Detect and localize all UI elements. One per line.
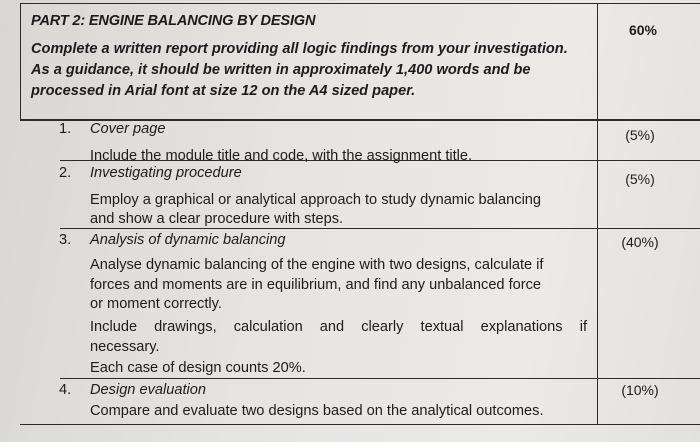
item-2-heading: Investigating procedure: [90, 165, 242, 181]
part-weight: 60%: [628, 22, 658, 38]
item-3-heading: Analysis of dynamic balancing: [90, 232, 286, 248]
item-2-line-2: and show a clear procedure with steps.: [90, 211, 344, 227]
table-rule-top: [20, 3, 700, 4]
item-3-line-4: Include drawings, calculation and clearly textual explanations if: [90, 319, 587, 335]
column-divider: [597, 3, 598, 425]
item-1-weight: (5%): [625, 127, 655, 143]
item-4-line-1: Compare and evaluate two designs based on the analytical outcomes.: [90, 403, 544, 419]
part-title: PART 2: ENGINE BALANCING BY DESIGN: [31, 13, 316, 29]
item-3-line-2: forces and moments are in equilibrium, and find any unbalanced force: [90, 277, 542, 293]
item-3-line-3: or moment correctly.: [90, 296, 222, 312]
table-rule-left: [20, 3, 21, 120]
item-1-heading: Cover page: [90, 121, 166, 137]
item-2-line-1: Employ a graphical or analytical approach to study dynamic balancing: [90, 192, 542, 208]
item-2-number: 2.: [59, 165, 72, 181]
table-rule-bottom: [20, 424, 700, 425]
item-3-number: 3.: [59, 232, 72, 248]
item-1-number: 1.: [59, 121, 72, 137]
item-2-weight: (5%): [625, 171, 655, 187]
item-4-weight: (10%): [621, 382, 659, 398]
item-4-heading: Design evaluation: [90, 382, 207, 398]
item-3-line-5: necessary.: [90, 339, 160, 355]
item-4-number: 4.: [59, 382, 72, 398]
intro-line-2: As a guidance, it should be written in approximately 1,400 words and be: [31, 62, 531, 78]
row-rule-2: [60, 228, 700, 229]
item-3-line-1: Analyse dynamic balancing of the engine with two designs, calculate if: [90, 257, 544, 273]
intro-line-3: processed in Arial font at size 12 on the A4 sized paper.: [31, 83, 416, 99]
item-3-line-6: Each case of design counts 20%.: [90, 360, 306, 376]
row-rule-3: [60, 378, 700, 379]
item-3-weight: (40%): [621, 234, 659, 250]
item-1-line-1: Include the module title and code, with the assignment title.: [90, 148, 473, 164]
intro-line-1: Complete a written report providing all logic findings from your investigation.: [31, 41, 568, 57]
